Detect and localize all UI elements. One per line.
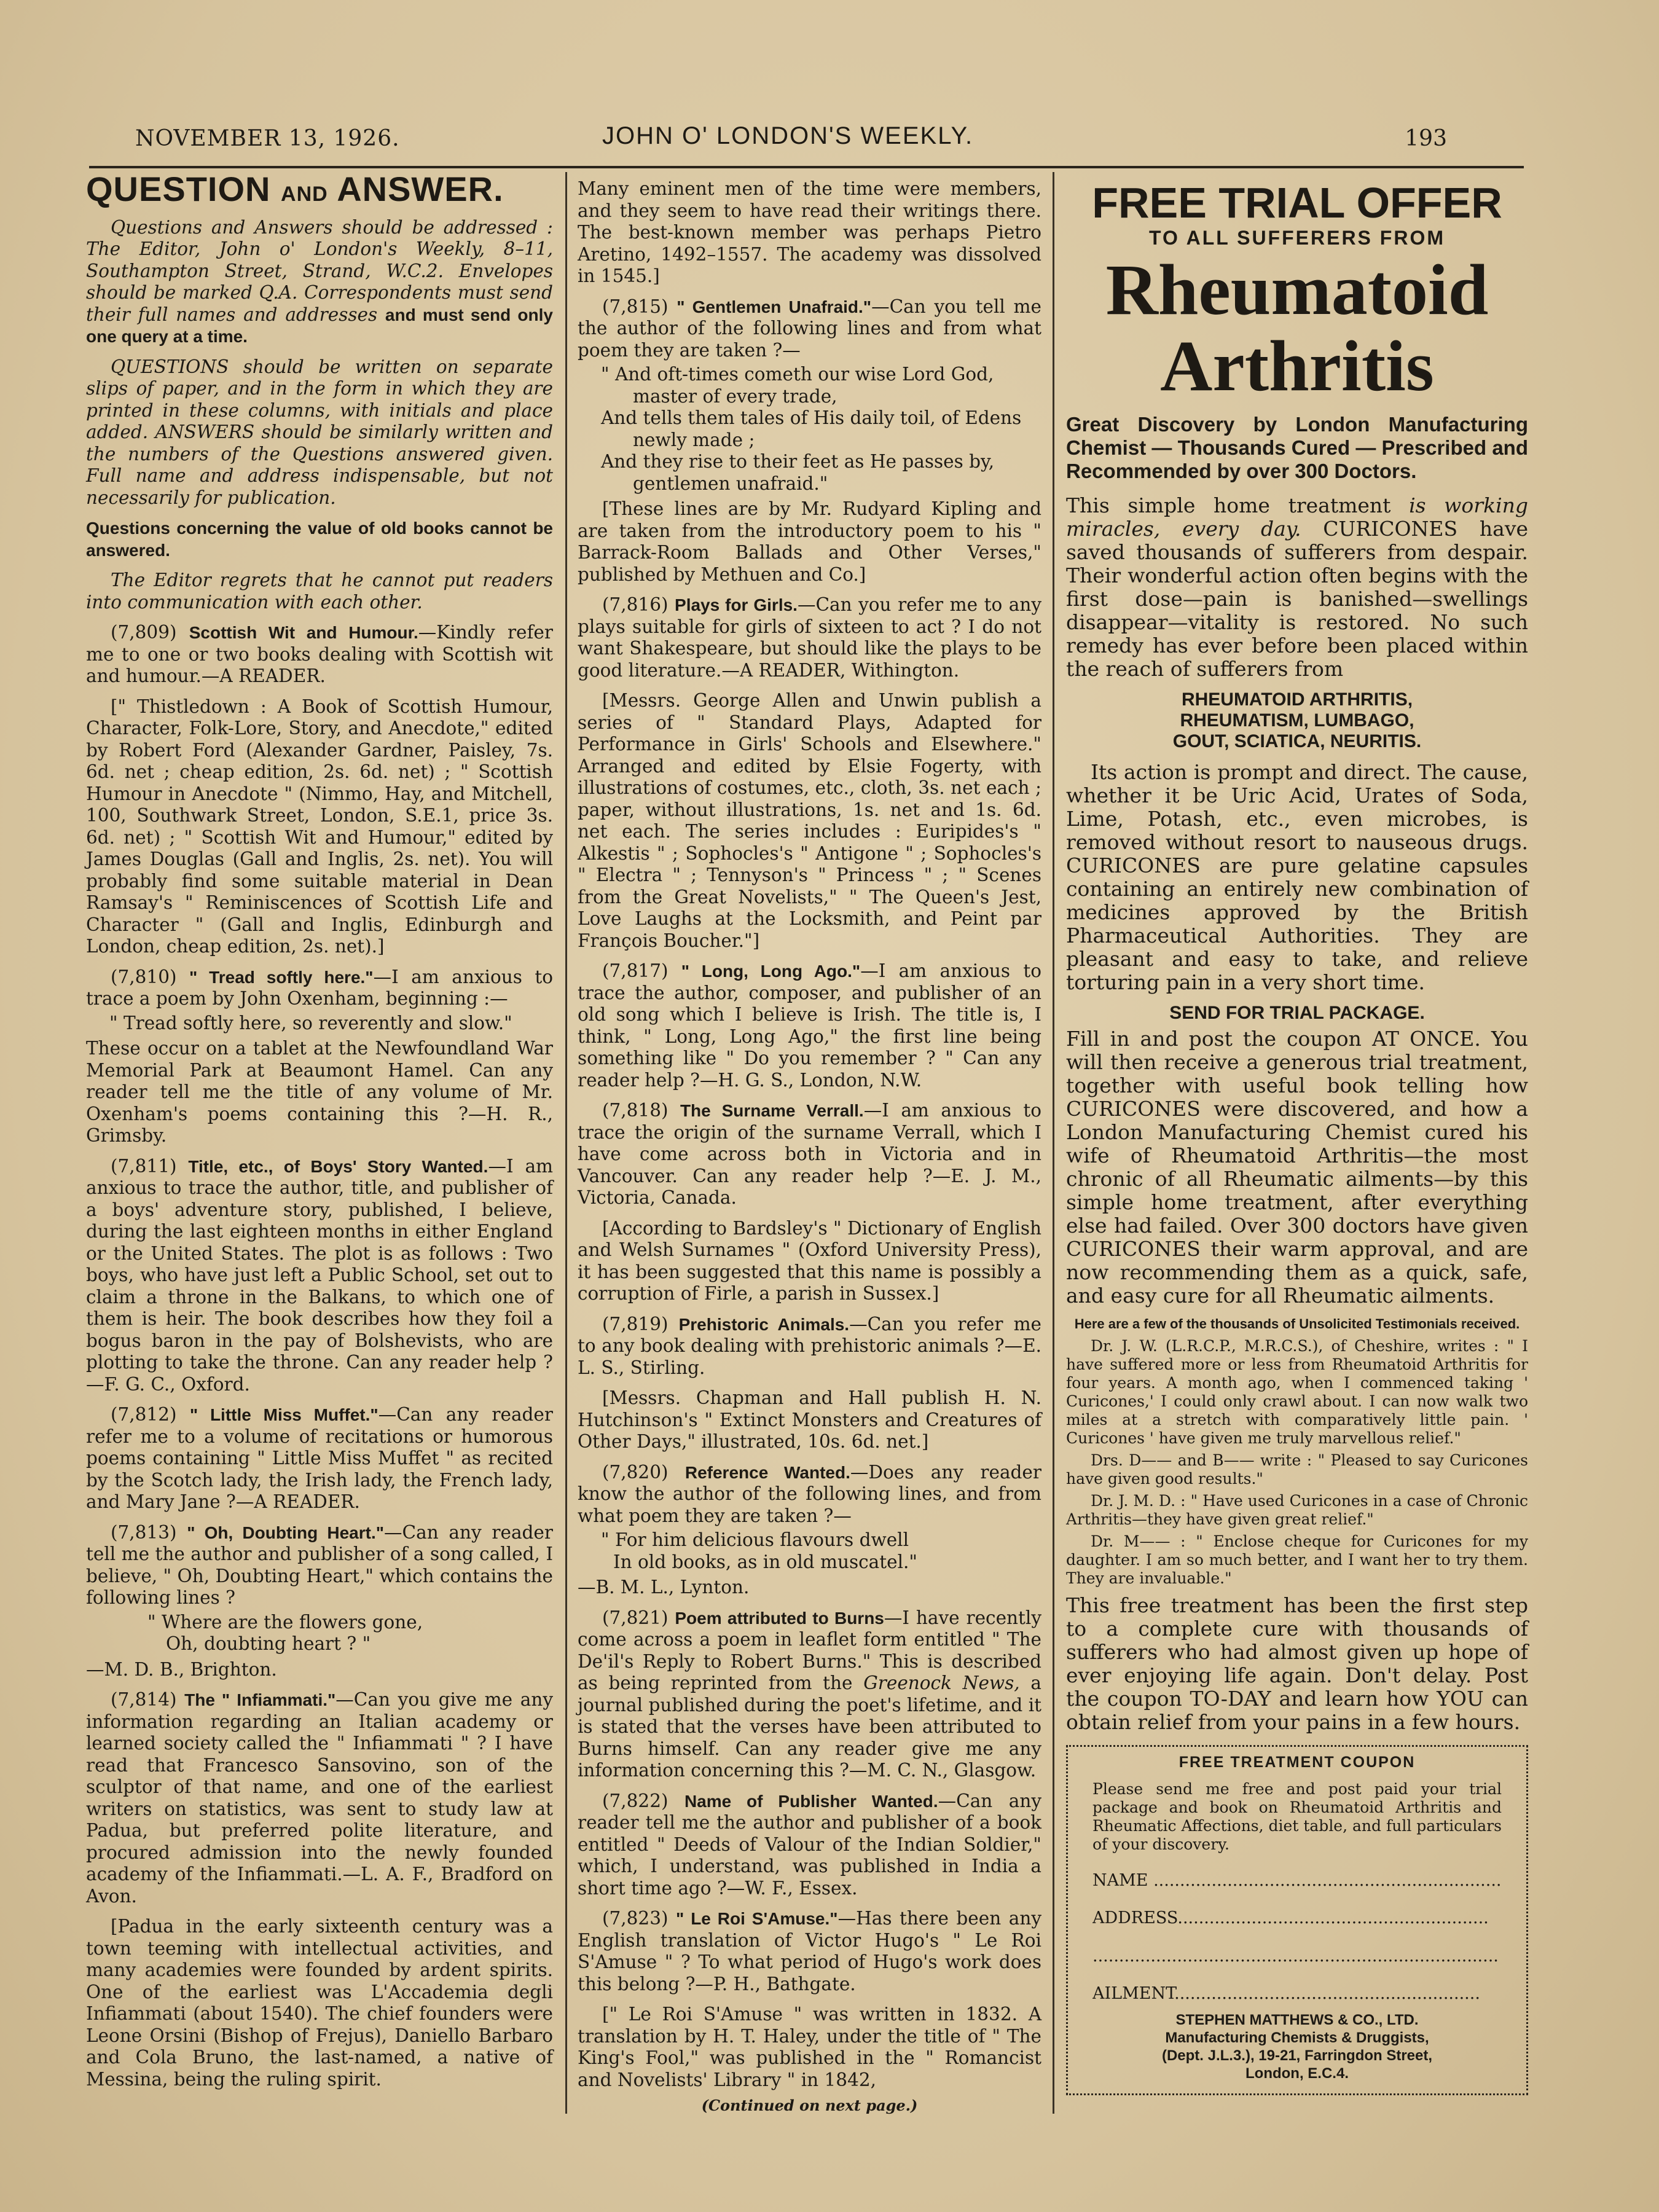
free-treatment-coupon[interactable] [1066, 1745, 1528, 2095]
ad-disease-title-2: Arthritis [1160, 325, 1434, 406]
entry-7812: (7,812) " Little Miss Muffet."—Can any reader refer me to a volume of recitations or humorous poems containing " Little Miss Muffet " as recited by the Scotch lady, the Irish lady, the French lady, and Mary Jane ?—A READER. [86, 1404, 553, 1512]
firm-address: STEPHEN MATTHEWS & CO., LTD. Manufacturing Chemists & Druggists, (Dept. J.L.3.), 19-21, Farringdon Street, London, E.C.4. [1161, 2011, 1433, 2082]
intro-address: Questions and Answers should be addressed : The Editor, John o' London's Weekly, 8–11, Southampton Street, Strand, W.C.2. Envelopes should be marked Q.A. Correspondents must send their full names and addresses and must send only one query at a time. [86, 216, 553, 346]
column-divider [1053, 172, 1054, 2114]
entry-7810: (7,810) " Tread softly here."—I am anxious to trace a poem by John Oxenham, beginning :— " Tread softly here, so reverently and slow." These occur on a tablet at the Newfoundland War Memorial Park at Beaumont Hamel. Can any reader tell me the title of any volume of Mr. Oxenham's poems containing this ?—H. R., Grimsby. [86, 966, 553, 1146]
advertisement [1066, 178, 1528, 2095]
entry-7814: (7,814) The " Infiammati."—Can you give me any information regarding an Italian academy or learned society called the " Infiammati " ? I have read that Francesco Sansovino, son of the sculptor of that name, and one of the earliest writers on statistics, was sent to study law at Padua, but preferred polite literature, and procured admission into the newly founded academy of the Infiammati.—L. A. F., Bradford on Avon. [Padua in the early sixteenth century was a town teeming with intellectual activities, and many academies were founded by ardent spirits. One of the earliest was L'Accademia degli Infiammati (about 1540). The chief founders were Leone Orsini (Bishop of Frejus), Daniello Barbaro and Cola Bruno, the last-named, a native of Messina, being the ruling spirit. [86, 1689, 553, 2090]
ad-ailments-list: RHEUMATOID ARTHRITIS, RHEUMATISM, LUMBAGO, GOUT, SCIATICA, NEURITIS. [1172, 689, 1422, 751]
testimonial: Dr. M—— : " Enclose cheque for Curicones for my daughter. I am so much better, and I want her to try them. They are invaluable." [1066, 1532, 1528, 1587]
entry-7821: (7,821) Poem attributed to Burns—I have recently come across a poem in leaflet form entitled " The De'il's Reply to Robert Burns." This is described as being reprinted from the Greenock News, a journal published during the poet's lifetime, and it is stated that the verses have been attributed to Burns himself. Can any reader give me any information concerning this ?—M. C. N., Glasgow. [578, 1607, 1041, 1781]
column-divider [565, 172, 567, 2114]
intro-editor-note: The Editor regrets that he cannot put readers into communication with each other. [86, 570, 553, 613]
testimonials-heading: Here are a few of the thousands of Unsolicited Testimonials received. [1074, 1316, 1520, 1332]
testimonial: Dr. J. W. (L.R.C.P., M.R.C.S.), of Cheshire, writes : " I have suffered more or less from Rheumatoid Arthritis for four years. A month ago, when I commenced taking ' Curicones,' I could only crawl about. I can now walk two miles at a stretch with comparatively little pain. ' Curicones ' have given me truly marvellous relief." [1066, 1336, 1528, 1447]
entry-7816: (7,816) Plays for Girls.—Can you refer me to any plays suitable for girls of sixteen to act ? I do not want Shakespeare, but should like the plays to be good literature.—A READER, Withington. [Messrs. George Allen and Unwin publish a series of " Standard Plays, Adapted for Performance in Girls' Schools and Elsewhere." Arranged and edited by Elsie Fogerty, with illustrations of costumes, etc., cloth, 3s. net each ; paper, without illustrations, 1s. net and 1s. 6d. net each. The series includes : Euripides's " Alkestis " ; Sophocles's " Antigone " ; Sophocles's " Electra " ; Tennyson's " Princess " ; " Scenes from the Great Novelists," " The Queen's Jest, Love Laughs at the Locksmith, and Peint par François Boucher."] [578, 594, 1041, 951]
publication-title: JOHN O' LONDON'S WEEKLY. [602, 122, 974, 149]
intro-books-note: Questions concerning the value of old books cannot be answered. [86, 519, 553, 560]
coupon-request-text: Please send me free and post paid your trial package and book on Rheumatoid Arthritis and Rheumatic Affections, diet table, and full particulars of your discovery. [1092, 1779, 1502, 1853]
ad-paragraph-1: This simple home treatment is working miracles, every day. CURICONES have saved thousands of sufferers from despair. Their wonderful action often begins with the first dose—pain is banished—swellings disappear—vitality is restored. No such remedy has ever before been placed within the reach of sufferers from [1066, 493, 1528, 681]
testimonial: Drs. D—— and B—— write : " Pleased to say Curicones have given good results." [1066, 1451, 1528, 1488]
entry-7820: (7,820) Reference Wanted.—Does any reader know the author of the following lines, and from what poem they are taken ?— " For him delicious flavours dwell In old books, as in old muscatel." —B. M. L., Lynton. [578, 1461, 1041, 1598]
entry-7817: (7,817) " Long, Long Ago."—I am anxious to trace the author, composer, and publisher of an old song which I believe is Irish. The title is, I think, " Long, Long Ago," the first line being something like " Do you remember ? " Can any reader help ?—H. G. S., London, N.W. [578, 960, 1041, 1091]
ad-disease-title: Rheumatoid [1105, 249, 1489, 330]
page-number: 193 [1405, 126, 1447, 151]
intro-rules: QUESTIONS should be written on separate slips of paper, and in the form in which they are printed in these columns, with initials and place added. ANSWERS should be similarly written and the numbers of the Questions answered given. Full name and address indispensable, but not necessarily for publication. [86, 356, 553, 508]
coupon-ailment-field[interactable]: AILMENT.......................................................... [1092, 1984, 1480, 2003]
column-1 [86, 170, 553, 2099]
ad-headline: FREE TRIAL OFFER [1092, 179, 1502, 227]
entry-7822: (7,822) Name of Publisher Wanted.—Can any reader tell me the author and publisher of a book entitled " Deeds of Valour of the Indian Soldier," which, I understand, was published in India a short time ago ?—W. F., Essex. [578, 1790, 1041, 1899]
entry-7819: (7,819) Prehistoric Animals.—Can you refer me to any book dealing with prehistoric animals ?—E. L. S., Stirling. [Messrs. Chapman and Hall publish H. N. Hutchinson's " Extinct Monsters and Creatures of Other Days," illustrated, 10s. 6d. net.] [578, 1313, 1041, 1452]
entry-7813: (7,813) " Oh, Doubting Heart."—Can any reader tell me the author and publisher of a song called, I believe, " Oh, Doubting Heart," which contains the following lines ? " Where are the flowers gone, Oh, doubting heart ? " —M. D. B., Brighton. [86, 1521, 553, 1680]
ad-paragraph-3: Fill in and post the coupon AT ONCE. You will then receive a generous trial treatment, together with useful book telling how CURICONES were discovered, and how a London Manufacturing Chemist cured his wife of Rheumatoid Arthritis—the most chronic of all Rheumatic ailments—by this simple home treatment, after everything else had failed. Over 300 doctors have given CURICONES their warm approval, and are now recommending them as a quick, safe, and easy cure for all Rheumatic ailments. [1066, 1026, 1528, 1308]
coupon-heading: FREE TREATMENT COUPON [1179, 1753, 1416, 1771]
issue-date: NOVEMBER 13, 1926. [135, 126, 400, 151]
ad-send-heading: SEND FOR TRIAL PACKAGE. [1169, 1002, 1425, 1023]
page-header [135, 120, 1462, 157]
ad-paragraph-4: This free treatment has been the first step to a complete cure with thousands of sufferers who had almost given up hope of ever enjoying life again. Don't delay. Post the coupon TO-DAY and learn how YOU can obtain relief from your pains in a few hours. [1066, 1593, 1528, 1734]
entry-7818: (7,818) The Surname Verrall.—I am anxious to trace the origin of the surname Verrall, which I have come across both in Victoria and in Vancouver. Can any reader help ?—E. J. M., Victoria, Canada. [According to Bardsley's " Dictionary of English and Welsh Surnames " (Oxford University Press), it has been suggested that this name is possibly a corruption of Firle, a parish in Sussex.] [578, 1100, 1041, 1304]
entry-7823: (7,823) " Le Roi S'Amuse."—Has there been any English translation of Victor Hugo's " Le Roi S'Amuse " ? To what period of Hugo's work does this belong ?—P. H., Bathgate. [" Le Roi S'Amuse " was written in 1832. A translation by H. T. Haley, under the title of " The King's Fool," was published in the " Romancist and Novelists' Library " in 1842, [578, 1908, 1041, 2090]
coupon-name-field[interactable]: NAME .................................................................. [1092, 1870, 1502, 1890]
column-2 [578, 178, 1041, 2117]
entry-7815: (7,815) " Gentlemen Unafraid."—Can you tell me the author of the following lines and from what poem they are taken ?— " And oft-times cometh our wise Lord God, master of every trade, And tells them tales of His daily toil, of Edens newly made ; And they rise to their feet as He passes by, gentlemen unafraid." [These lines are by Mr. Rudyard Kipling and are taken from the introductory poem to his " Barrack-Room Ballads and Other Verses," published by Methuen and Co.] [578, 296, 1041, 585]
section-title: QUESTION AND ANSWER. [86, 170, 504, 208]
entry-7811: (7,811) Title, etc., of Boys' Story Wanted.—I am anxious to trace the author, title, and publisher of a boys' adventure story, published, I believe, during the last eighteen months in either England or the United States. The plot is as follows : Two boys, who have just left a Public School, set out to claim a throne in the Balkans, to which one of them is heir. The book describes how they foil a bogus baron in the pay of Bolshevists, who are plotting to take the throne. Can any reader help ?—F. G. C., Oxford. [86, 1155, 553, 1395]
testimonial: Dr. J. M. D. : " Have used Curicones in a case of Chronic Arthritis—they have given great relief." [1066, 1491, 1528, 1528]
continued-note: (Continued on next page.) [701, 2096, 918, 2114]
ad-tagline: Great Discovery by London Manufacturing Chemist — Thousands Cured — Prescribed and Recommended by over 300 Doctors. [1066, 412, 1528, 482]
ad-paragraph-2: Its action is prompt and direct. The cause, whether it be Uric Acid, Urates of Soda, Lime, Potash, etc., even microbes, is removed without resort to nauseous drugs. CURICONES are pure gelatine capsules containing an entirely new combination of medicines approved by the British Pharmaceutical Authorities. They are pleasant and easy to take, and relieve torturing pain in a very short time. [1066, 759, 1528, 994]
ad-subheadline: TO ALL SUFFERERS FROM [1149, 227, 1445, 249]
entry-7809: (7,809) Scottish Wit and Humour.—Kindly refer me to one or two books dealing with Scottish wit and humour.—A READER. [" Thistledown : A Book of Scottish Humour, Character, Folk-Lore, Story, and Anecdote," edited by Robert Ford (Alexander Gardner, Paisley, 7s. 6d. net ; cheap edition, 2s. 6d. net) ; " Scottish Humour in Anecdote " (Nimmo, Hay, and Mitchell, 100, Southwark Street, London, S.E.1, price 3s. 6d. net) ; " Scottish Wit and Humour," edited by James Douglas (Gall and Inglis, 2s. net). You will probably find some suitable material in Dean Ramsay's " Reminiscences of Scottish Life and Character " (Gall and Inglis, Edinburgh and London, cheap edition, 2s. net).] [86, 622, 553, 957]
coupon-address-line-2[interactable]: ............................................................................. [1092, 1946, 1499, 1966]
coupon-address-field[interactable]: ADDRESS........................................................... [1092, 1908, 1489, 1928]
entry-7814-continued: Many eminent men of the time were members, and they seem to have read their writings there. The best-known member was perhaps Pietro Aretino, 1492–1557. The academy was dissolved in 1545.] [578, 178, 1041, 286]
header-rule [89, 166, 1524, 168]
